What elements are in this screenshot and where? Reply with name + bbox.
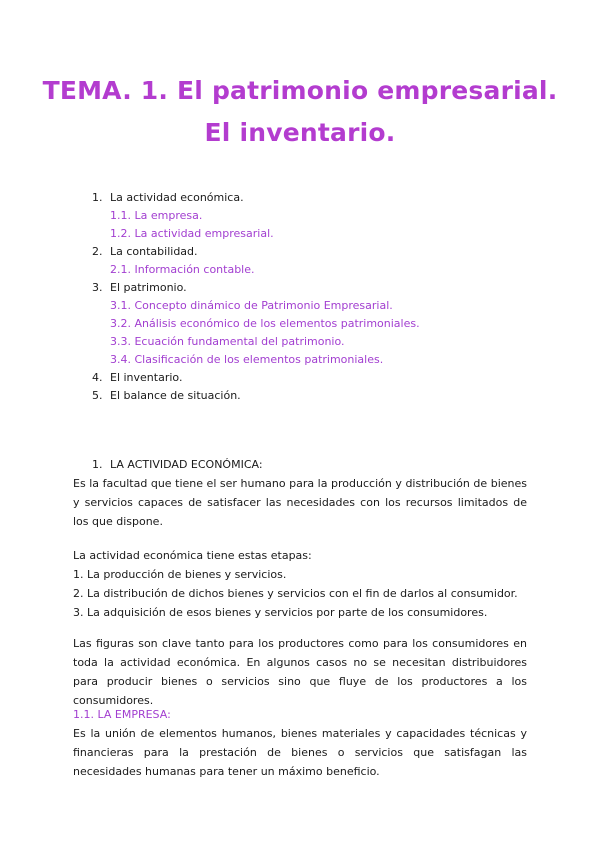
toc-subitem (92, 261, 420, 279)
toc-item-label: 1.2. La actividad empresarial. (110, 227, 274, 240)
section-heading (92, 458, 263, 471)
toc-item (92, 387, 420, 405)
section-title: LA ACTIVIDAD ECONÓMICA: (110, 458, 263, 471)
toc-subitem (92, 207, 420, 225)
toc-subitem (92, 333, 420, 351)
toc-item-label: El patrimonio. (110, 281, 187, 294)
stage-item: 2. La distribución de dichos bienes y servicios con el fin de darlos al consumidor. (73, 587, 518, 600)
table-of-contents (92, 189, 420, 405)
section-number: 1. (92, 458, 103, 471)
page-title-line-2: El inventario. (204, 118, 396, 147)
toc-item-label: 1.1. La empresa. (110, 209, 203, 222)
toc-item-number: 4. (92, 371, 103, 384)
page-title-line-1: TEMA. 1. El patrimonio empresarial. (42, 76, 558, 105)
toc-item-number: 3. (92, 281, 103, 294)
toc-item-label: 3.1. Concepto dinámico de Patrimonio Empresarial. (110, 299, 393, 312)
toc-item-label: 2.1. Información contable. (110, 263, 255, 276)
toc-item-label: El inventario. (110, 371, 183, 384)
paragraph-empresa: Es la unión de elementos humanos, bienes materiales y capacidades técnicas y financieras para la prestación de bienes o servicios que satisfagan las necesidades humanas para tener un máximo beneficio. (73, 727, 527, 778)
toc-item (92, 189, 420, 207)
toc-subitem (92, 225, 420, 243)
toc-item-label: 3.3. Ecuación fundamental del patrimonio. (110, 335, 345, 348)
subsection-heading: 1.1. LA EMPRESA: (73, 708, 171, 721)
stage-item: 3. La adquisición de esos bienes y servicios por parte de los consumidores. (73, 606, 488, 619)
toc-item-label: 3.2. Análisis económico de los elementos patrimoniales. (110, 317, 420, 330)
toc-item-label: 3.4. Clasificación de los elementos patrimoniales. (110, 353, 384, 366)
toc-item-label: La contabilidad. (110, 245, 198, 258)
paragraph-figures: Las figuras son clave tanto para los productores como para los consumidores en toda la actividad económica. En algunos casos no se necesitan distribuidores para producir bienes o servicios sino que fluye de los productores a los consumidores. (73, 637, 527, 707)
toc-item-label: La actividad económica. (110, 191, 244, 204)
toc-subitem (92, 315, 420, 333)
toc-item-label: El balance de situación. (110, 389, 241, 402)
toc-item (92, 369, 420, 387)
toc-subitem (92, 351, 420, 369)
toc-item-number: 5. (92, 389, 103, 402)
paragraph-definition: Es la facultad que tiene el ser humano para la producción y distribución de bienes y servicios capaces de satisfacer las necesidades con los recursos limitados de los que dispone. (73, 477, 527, 528)
toc-item-number: 2. (92, 245, 103, 258)
stages-intro: La actividad económica tiene estas etapas: (73, 549, 312, 562)
toc-item-number: 1. (92, 191, 103, 204)
toc-item (92, 279, 420, 297)
toc-item (92, 243, 420, 261)
stages-list (73, 546, 527, 622)
toc-subitem (92, 297, 420, 315)
stage-item: 1. La producción de bienes y servicios. (73, 568, 287, 581)
